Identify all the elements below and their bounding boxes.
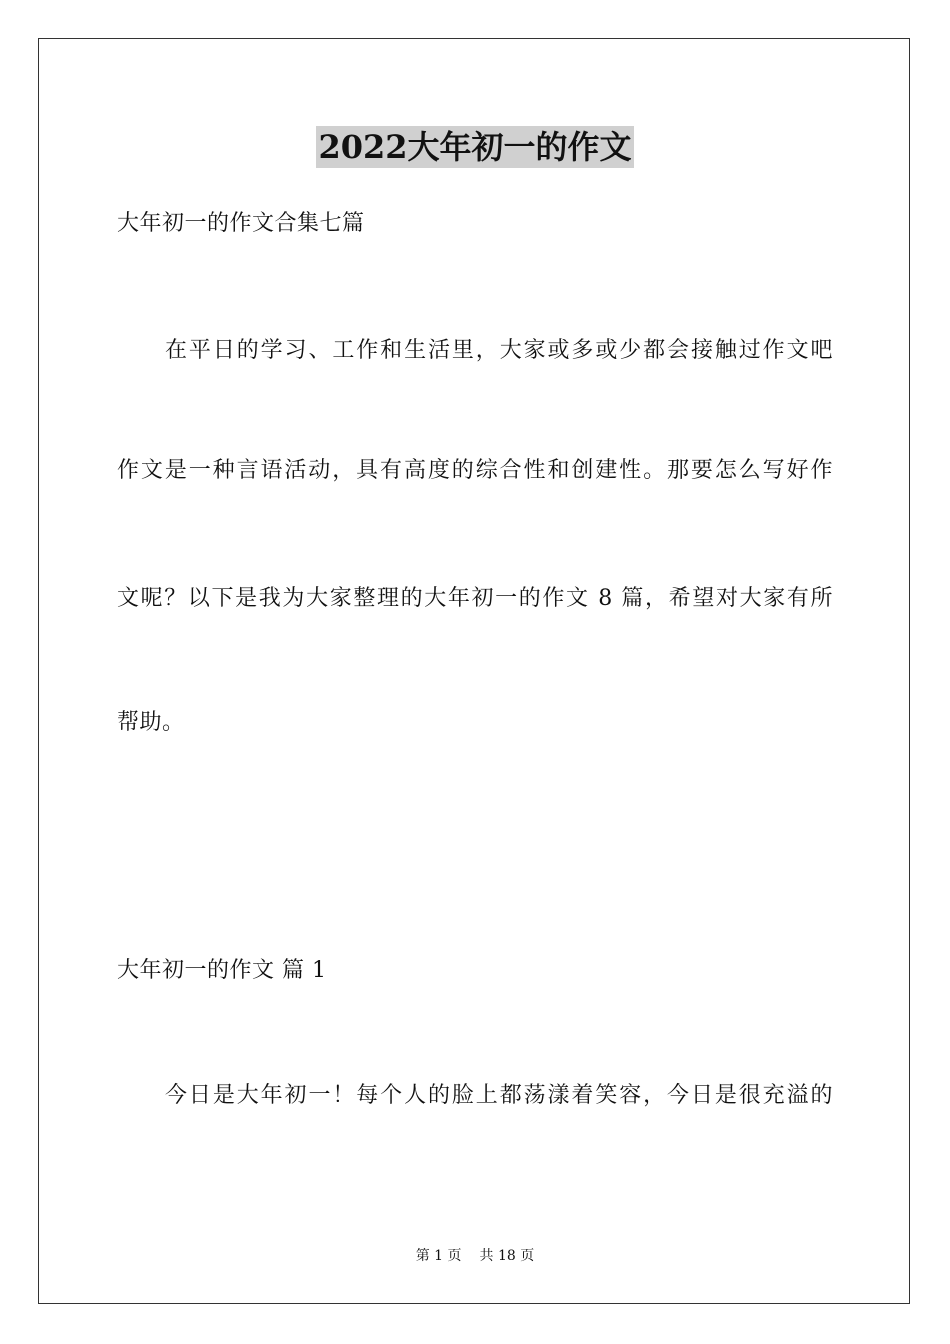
intro-line-4: 帮助。	[117, 710, 185, 735]
document-subtitle: 大年初一的作文合集七篇	[117, 211, 365, 236]
document-title: 2022大年初一的作文	[318, 128, 632, 166]
total-pages: 共 18 页	[479, 1248, 535, 1264]
page-footer	[0, 1246, 950, 1266]
section-paragraph-line-1: 今日是大年初一！每个人的脸上都荡漾着笑容，今日是很充溢的	[165, 1083, 833, 1108]
page-number: 第 1 页	[415, 1248, 462, 1264]
intro-line-3: 文呢？以下是我为大家整理的大年初一的作文 8 篇，希望对大家有所	[117, 586, 833, 611]
title-container	[0, 126, 950, 168]
intro-line-1: 在平日的学习、工作和生活里，大家或多或少都会接触过作文吧	[165, 338, 833, 363]
section-heading: 大年初一的作文 篇 1	[117, 958, 327, 983]
intro-line-2: 作文是一种言语活动，具有高度的综合性和创建性。那要怎么写好作	[117, 458, 833, 483]
